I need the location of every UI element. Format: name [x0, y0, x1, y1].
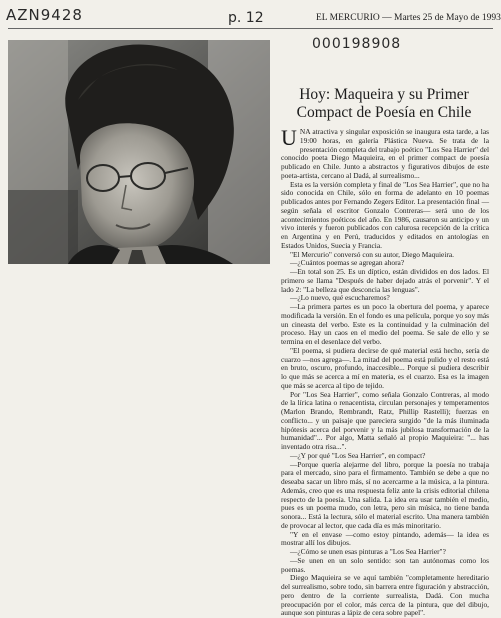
handwritten-record-number: 000198908 — [312, 36, 402, 52]
portrait-photo — [8, 40, 270, 264]
interview-answer: —Porque quería alejarme del libro, porque la poesía no trabaja para el mercado, sino para el firmamento. También se debe a que no deseaba sacar un libro más, sí no acercarme a la música, a la pintura. Además, creo que es una respuesta feliz ante la crisis editorial chilena respecto de la poesía. Una salida. La idea era usar también el medio, pues es un poema mudo, con letra, pero sin música, no tiene banda sonora... Está la lectura, sólo el material escrito. Una manera también de provocar al lector, que cada día es más minoritario. — [281, 459, 489, 530]
article-paragraph: Diego Maquieira se ve aquí también "completamente hereditario del surrealismo, sobre todo, sin barrera entre figuración y abstracción, pero dentro de la corriente surrealista, Dadá. Con mucha preocupación por el color, más cerca de la pintura, que del dibujo, aunque son pinturas a lápiz de cera sobre papel". — [281, 573, 489, 618]
interview-question: —¿Cuántos poemas se agregan ahora? — [290, 258, 405, 268]
article-paragraph: Esta es la versión completa y final de "Los Sea Harrier", que no ha sido conocida en Chile, sólo en forma de adelanto en 10 poemas publicados antes por Fernando Zegers Editor. La presentación final —según señala el escritor Gonzalo Contreras— será uno de los acontecimientos poéticos del año. En 1986, causaron su anticipo y un vivo interés y fueron publicados con calurosa recepción de la crítica en Argentina y en Perú, traducidos y editados en antologías en Estados Unidos, Suecia y Francia. — [281, 179, 489, 250]
handwritten-page-number: p. 12 — [228, 10, 264, 26]
newspaper-header: EL MERCURIO — Martes 25 de Mayo de 1993 — [316, 13, 501, 23]
article-paragraph: "El Mercurio" conversó con su autor, Diego Maquieira. — [290, 249, 454, 259]
article-title: Hoy: Maqueira y su Primer Compact de Poesía en Chile — [296, 86, 472, 121]
handwritten-archive-code: AZN9428 — [6, 6, 83, 24]
article-paragraph: Por "Los Sea Harrier", como señala Gonzalo Contreras, al modo de la lírica latina o renacentista, circulan personajes y temperamentos (Marlon Brando, Rembrandt, Ratz, Phillip Rastelli); fuerzas en conflicto... y un paisaje que pareciera surgido "de la más iluminada hipótesis acerca del porvenir y la más jubilosa transformación de la humanidad"... Por algo, Matta señaló al propio Maquieira: "... has inventado otra risa...". — [281, 389, 489, 451]
interview-answer: —Se unen en un solo sentido: son tan autónomas como los poemas. — [281, 555, 489, 574]
drop-cap: U — [281, 125, 297, 150]
interview-answer: —La primera partes es un poco la obertura del poema, y aparece modificada la versión. En el fondo es una película, porque yo soy más un cineasta del verbo. Este es la continuidad y la culminación del proceso. Hay un caos en el medio del poema. Se sale de ello y se termina en el desenlace del verbo. — [281, 302, 489, 346]
paragraph-text: NA atractiva y singular exposición se inaugura esta tarde, a las 19:00 horas, en galería Plástica Nueva. Se trata de la presentación completa del trabajo poético "Los Sea Harrier" del conocido poeta Diego Maquieira, en el primer compact de poesía publicado en Chile. Junto a abstractos y figurativos dibujos de este poeta-artista, cercano al Dadá, al surrealismo... — [281, 127, 489, 180]
article-body — [281, 125, 489, 618]
article-paragraph: "Y en el envase —como estoy pintando, además— la idea es mostrar allí los dibujos. — [281, 529, 489, 548]
interview-question: —¿Lo nuevo, qué escucharemos? — [290, 293, 390, 303]
header-divider — [8, 28, 493, 29]
interview-question: —¿Cómo se unen esas pinturas a "Los Sea Harrier"? — [290, 547, 446, 556]
interview-question: —¿Y por qué "Los Sea Harrier", en compact? — [290, 450, 426, 460]
article-paragraph — [281, 125, 489, 181]
article-paragraph: "El poema, si pudiera decirse de qué material está hecho, sería de cuarzo —nos agrega—. La mitad del poema está pulido y el resto está en bruto, oscuro, profundo, inaccesible... Porque si pudiera describir lo que más se acerca a mí en materia, es el cuarzo. Esa es la imagen que más se acerca al tipo de tejido. — [281, 345, 489, 390]
portrait-photo-drawing — [8, 40, 270, 264]
interview-answer: —En total son 25. Es un díptico, están divididos en dos lados. El primero se llama "Después de haber dejado atrás el porvenir". Y el lado 2: "La belleza que desconcia las lenguas". — [281, 267, 489, 294]
